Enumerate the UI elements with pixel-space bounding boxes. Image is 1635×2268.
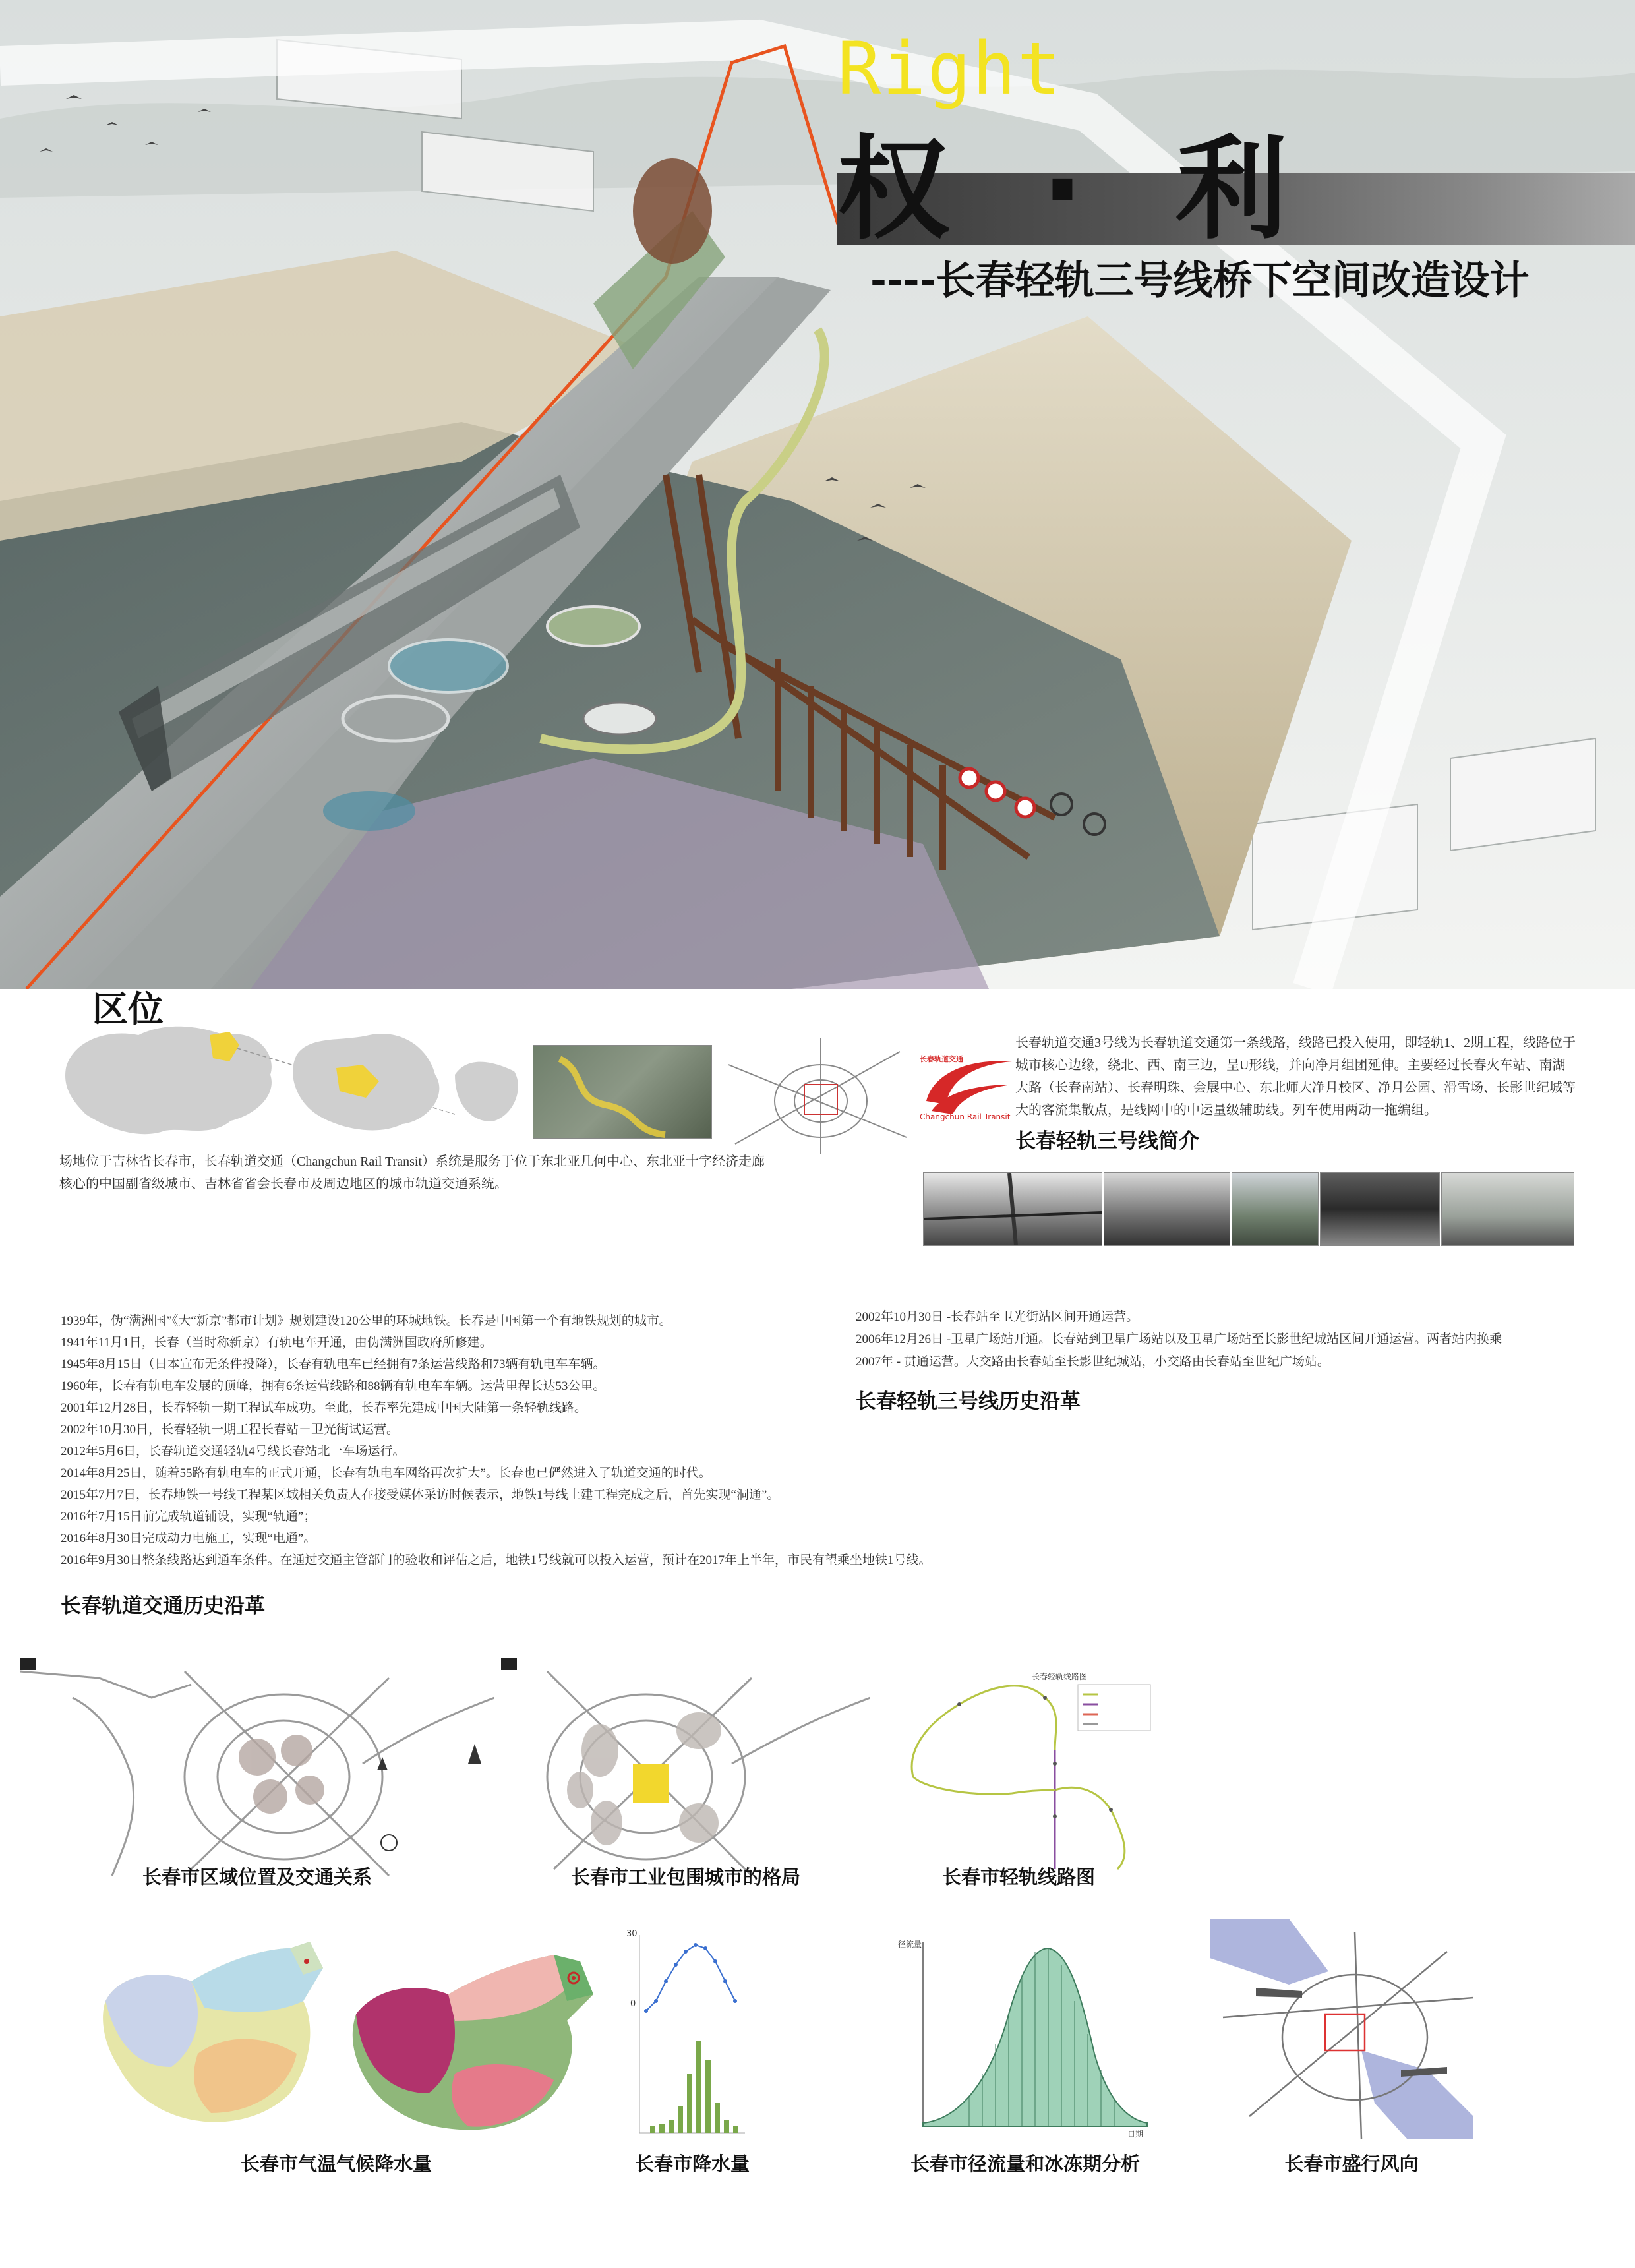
city-map (455, 1062, 518, 1121)
temp-axis-mid: 0 (630, 1999, 636, 2009)
runoff-chart (897, 1935, 1154, 2139)
history-line: 1945年8月15日（日本宣布无条件投降），长春有轨电车已经拥有7条运营线路和73辆有轨电车车辆。 (61, 1358, 606, 1371)
history-left-heading: 长春轨道交通历史沿革 (61, 1594, 265, 1618)
bridge-graphic-1 (924, 1173, 1102, 1245)
satellite-photo (533, 1045, 712, 1139)
regional-traffic-map (20, 1658, 494, 1876)
industrial-city-map (501, 1658, 870, 1876)
caption-runoff: 长春市径流量和冰冻期分析 (910, 2153, 1140, 2175)
location-heading: 区位 (92, 988, 164, 1030)
hero-rendering (0, 0, 1635, 989)
caption-light-rail: 长春市轻轨线路图 (941, 1866, 1095, 1888)
china-map (65, 1027, 272, 1134)
history-right (856, 1307, 1502, 1374)
caption-regional-traffic: 长春市区域位置及交通关系 (142, 1866, 372, 1888)
history-line: 1939年，伪“满洲国”《大“新京”都市计划》规划建设120公里的环城地铁。长春是中国第一个有地铁规划的城市。 (61, 1314, 672, 1328)
climate-zone-map (92, 1922, 356, 2133)
history-line: 2015年7月7日，长春地铁一号线工程某区域相关负责人在接受媒体采访时候表示，地铁1号线土建工程完成之后，首先实现“洞通”。 (61, 1488, 780, 1502)
history-line: 2016年9月30日整条线路达到通车条件。在通过交通主管部门的验收和评估之后，地铁1号线就可以投入运营，预计在2017年上半年，市民有望乘坐地铁1号线。 (61, 1553, 932, 1567)
title-english: Right (837, 26, 1063, 111)
tower-top (633, 158, 712, 264)
intro-heading: 长春轻轨三号线简介 (1015, 1129, 1199, 1153)
history-line: 2007年 - 贯通运营。大交路由长春站至长影世纪城站，小交路由长春站至世纪广场站。 (856, 1355, 1330, 1369)
photo-bridge-2 (1104, 1172, 1230, 1246)
temperature-line (646, 1945, 735, 2011)
history-line: 2016年8月30日完成动力电施工，实现“电通”。 (61, 1532, 316, 1545)
history-right-heading: 长春轻轨三号线历史沿革 (856, 1390, 1081, 1414)
history-line: 2006年12月26日 -卫星广场站开通。长春站到卫星广场站以及卫星广场站至长影世纪城站区间开通运营。两者站内换乘 (856, 1332, 1502, 1346)
location-maps (59, 1015, 527, 1141)
caption-climate-zone: 长春市气温气候降水量 (240, 2153, 432, 2175)
history-line: 2002年10月30日，长春轻轨一期工程长春站－卫光街试运营。 (61, 1423, 400, 1437)
logo-text-cn: 长春轨道交通 (920, 1055, 963, 1063)
caption-industrial: 长春市工业包围城市的格局 (570, 1866, 800, 1888)
photo-train (1320, 1172, 1440, 1246)
road-network-map (722, 1038, 913, 1154)
photo-bridge-1 (923, 1172, 1102, 1246)
runoff-xlabel: 日期 (1127, 2130, 1144, 2139)
photo-platform (1441, 1172, 1574, 1246)
temp-precip-chart (626, 1928, 752, 2139)
history-line: 2012年5月6日，长春轨道交通轻轨4号线长春站北一车场运行。 (61, 1445, 405, 1458)
title-subtitle: ----长春轻轨三号线桥下空间改造设计 (870, 258, 1530, 304)
location-text: 场地位于吉林省长春市，长春轨道交通（Changchun Rail Transit）系统是服务于位于东北亚几何中心、东北亚十字经济走廊核心的中国副省级城市、吉林省省会长春市及周边地区的城市轨道交通系统。 (59, 1154, 765, 1191)
history-line: 1960年，长春有轨电车发展的顶峰，拥有6条运营线路和88辆有轨电车车辆。运营里程长达53公里。 (61, 1379, 606, 1393)
history-line: 2014年8月25日，随着55路有轨电车的正式开通，长春有轨电车网络再次扩大”。长春也已俨然进入了轨道交通的时代。 (61, 1466, 711, 1480)
caption-wind: 长春市盛行风向 (1284, 2153, 1419, 2175)
history-line: 2002年10月30日 -长春站至卫光街站区间开通运营。 (856, 1310, 1139, 1324)
precipitation-bars (650, 2041, 738, 2133)
caption-precipitation: 长春市降水量 (634, 2153, 750, 2175)
history-line: 2016年7月15日前完成轨道铺设，实现“轨通”； (61, 1510, 316, 1524)
rail-route-overlay (533, 1046, 711, 1138)
light-rail-line-map (880, 1658, 1157, 1876)
intro-text: 长春轨道交通3号线为长春轨道交通第一条线路，线路已投入使用，即轻轨1、2期工程，线路位于城市核心边缘，绕北、西、南三边，呈U形线，并向净月组团延伸。主要经过长春火车站、南湖大路（长春南站）、长春明珠、会展中心、东北师大净月校区、净月公园、滑雪场、长影世纪城等大的客流集散点，是线网中的中运量级辅助线。列车使用两动一拖编组。 (1015, 1036, 1576, 1118)
history-left (61, 1311, 932, 1572)
logo-text-en: Changchun Rail Transit (920, 1112, 1011, 1121)
rail-map-title: 长春轻轨线路图 (1032, 1672, 1088, 1681)
temperature-zone-map (343, 1942, 620, 2139)
wind-direction-map (1210, 1919, 1473, 2139)
runoff-ylabel: 径流量 (898, 1940, 922, 1949)
title-chinese: 权 · 利 (837, 125, 1314, 255)
history-line: 2001年12月28日，长春轻轨一期工程试车成功。至此，长春率先建成中国大陆第一条轻轨线路。 (61, 1401, 587, 1415)
history-line: 1941年11月1日，长春（当时称新京）有轨电车开通，由伪满洲国政府所修建。 (61, 1336, 492, 1350)
hero-scene (0, 0, 1635, 989)
temp-axis-top: 30 (626, 1929, 638, 1939)
photo-station (1232, 1172, 1319, 1246)
